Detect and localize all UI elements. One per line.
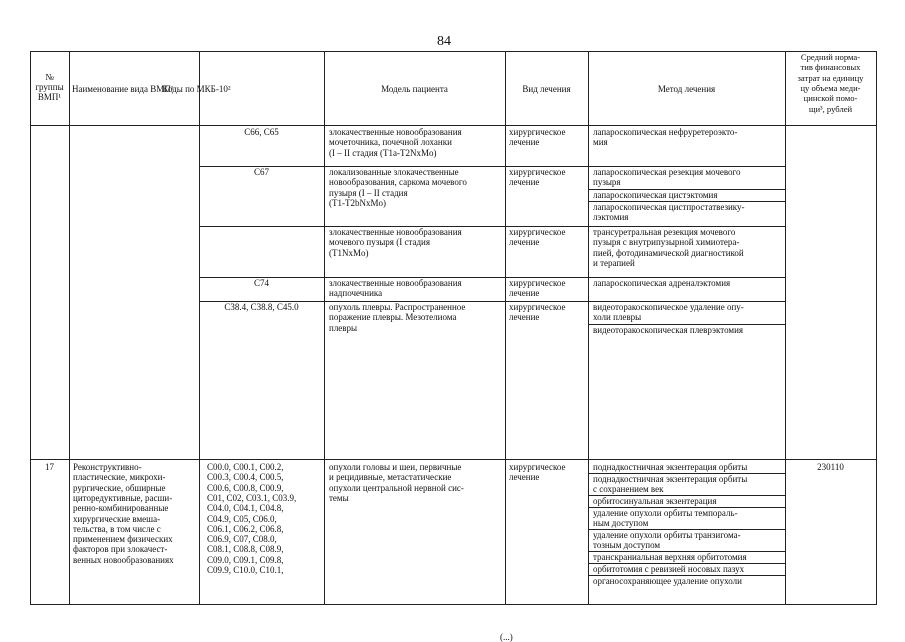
header-icd-codes: Коды по МКБ-10² <box>162 84 231 94</box>
header-avg-cost: затрат на единицу <box>797 72 864 83</box>
treatment-type-cell: лечение <box>509 312 540 323</box>
icd-code-cell: C08.1, C08.8, C08.9, <box>207 544 284 555</box>
method-cell: поднадкостничная экзентерация орбиты <box>593 462 748 472</box>
method-cell: пузыря с внутрипузырной химиотера- <box>593 237 740 248</box>
patient-model-cell: опухоли центральной нервной сис- <box>329 482 464 493</box>
vmp-name-cell: хирургические вмеша- <box>73 513 161 524</box>
treatment-type-cell: хирургическое <box>509 227 566 237</box>
method-cell: трансуретральная резекция мочевого <box>593 227 736 237</box>
patient-model-cell: злокачественные новообразования <box>329 227 462 237</box>
icd-code-cell: C00.6, C00.8, C00.9, <box>207 482 284 493</box>
patient-model-cell: опухоль плевры. Распространенное <box>329 302 466 312</box>
method-cell: удаление опухоли орбиты транзигома- <box>593 529 741 540</box>
table-top-border <box>30 51 877 52</box>
header-group-no: группы <box>35 82 64 92</box>
patient-model-cell: поражение плевры. Мезотелиома <box>329 312 457 323</box>
patient-model-cell: пузыря (I – II стадия <box>329 187 408 198</box>
column-border <box>324 51 325 605</box>
vmp-name-cell: Реконструктивно- <box>73 462 142 472</box>
vmp-name-cell: венных новообразованиях <box>73 554 174 565</box>
column-border <box>30 51 31 605</box>
icd-code-cell: C66, C65 <box>244 127 279 137</box>
icd-code-cell: C01, C02, C03.1, C03.9, <box>207 492 297 503</box>
method-cell: мия <box>593 137 608 148</box>
table-bottom-border <box>30 604 877 605</box>
patient-model-cell: (T1-T2bNxMo) <box>329 197 386 208</box>
patient-model-cell: злокачественные новообразования <box>329 278 462 288</box>
header-group-no: № <box>45 72 54 82</box>
patient-model-cell: новообразования, саркома мочевого <box>329 177 467 188</box>
vmp-name-cell: рургические, обширные <box>73 482 166 493</box>
vmp-name-cell: факторов при злокачест- <box>73 544 168 555</box>
method-cell: орбитотомия с ревизией носовых пазух <box>593 563 745 574</box>
icd-code-cell: C38.4, C38.8, C45.0 <box>224 302 299 312</box>
header-treatment-type: Вид лечения <box>522 84 571 94</box>
header-avg-cost: тив финансовых <box>800 62 861 73</box>
patient-model-cell: мочевого пузыря (I стадия <box>329 237 431 248</box>
header-vmp-name: Наименование вида ВМП¹ <box>72 84 174 94</box>
vmp-name-cell: ренно-комбинированные <box>73 503 169 514</box>
treatment-type-cell: хирургическое <box>509 167 566 177</box>
vmp-name-cell: применением физических <box>73 534 173 545</box>
header-avg-cost: Средний норма- <box>800 52 861 62</box>
method-cell: органосохраняющее удаление опухоли <box>593 575 742 586</box>
header-patient-model: Модель пациента <box>381 84 448 94</box>
vmp-name-cell: пластические, микрохи- <box>73 472 166 483</box>
column-border <box>588 51 589 605</box>
header-group-no: ВМП¹ <box>37 92 62 102</box>
method-cell: лэктомия <box>593 212 629 223</box>
treatment-type-cell: лечение <box>509 137 540 148</box>
method-cell: удаление опухоли орбиты темпораль- <box>593 507 738 518</box>
method-cell: пузыря <box>593 177 621 188</box>
treatment-type-cell: лечение <box>509 177 540 188</box>
header-treatment-method: Метод лечения <box>657 84 716 94</box>
icd-code-cell: C00.0, C00.1, C00.2, <box>207 462 284 472</box>
vmp-name-cell: тельства, в том числе с <box>73 523 161 534</box>
method-cell: лапароскопическая резекция мочевого <box>593 167 741 177</box>
footer-stub: (...) <box>500 632 513 642</box>
icd-code-cell: C67 <box>253 167 269 177</box>
treatment-type-cell: лечение <box>509 288 540 299</box>
method-cell: пией, фотодинамической диагностикой <box>593 247 744 258</box>
method-cell: тозным доступом <box>593 540 661 551</box>
method-cell: орбитосинуальная экзентерация <box>593 495 717 506</box>
column-border <box>876 51 877 605</box>
treatment-type-cell: хирургическое <box>509 127 566 137</box>
header-bottom-border <box>30 125 877 126</box>
method-cell: видеоторакоскопическая плеврэктомия <box>593 324 744 335</box>
method-cell: и терапией <box>593 257 635 268</box>
column-border <box>505 51 506 605</box>
method-cell: видеоторакоскопическое удаление опу- <box>593 302 744 312</box>
column-border <box>69 51 70 605</box>
icd-code-cell: C04.9, C05, C06.0, <box>207 513 277 524</box>
patient-model-cell: злокачественные новообразования <box>329 127 462 137</box>
method-cell: лапароскопическая адреналэктомия <box>593 278 731 288</box>
vmp-name-cell: циторедуктивные, расши- <box>73 492 173 503</box>
header-avg-cost: цу объема меди- <box>800 82 861 93</box>
method-cell: с сохранением век <box>593 484 664 495</box>
patient-model-cell: мочеточника, почечной лоханки <box>329 137 452 148</box>
patient-model-cell: (I – II стадия (T1a-T2NxMo) <box>329 147 437 158</box>
icd-code-cell: C00.3, C00.4, C00.5, <box>207 472 284 483</box>
treatment-type-cell: лечение <box>509 237 540 248</box>
patient-model-cell: опухоли головы и шеи, первичные <box>329 462 462 472</box>
patient-model-cell: (T1NxMo) <box>329 247 369 258</box>
column-border <box>785 51 786 605</box>
header-avg-cost: щи³, рублей <box>808 103 853 114</box>
icd-code-cell: C06.9, C07, C08.0, <box>207 534 277 545</box>
group-number-cell: 17 <box>45 462 54 472</box>
method-cell: лапароскопическая нефруретероэкто- <box>593 127 738 137</box>
treatment-type-cell: хирургическое <box>509 302 566 312</box>
method-cell: лапароскопическая цистэктомия <box>593 189 718 200</box>
patient-model-cell: локализованные злокачественные <box>329 167 459 177</box>
method-cell: ным доступом <box>593 518 649 528</box>
treatment-type-cell: хирургическое <box>509 278 566 288</box>
treatment-type-cell: лечение <box>509 472 540 483</box>
row-17-top-border <box>30 459 877 460</box>
patient-model-cell: темы <box>329 492 349 503</box>
avg-cost-cell: 230110 <box>817 462 844 472</box>
method-cell: транскраниальная верхняя орбитотомия <box>593 551 747 562</box>
header-avg-cost: цинской помо- <box>803 93 858 104</box>
patient-model-cell: и рецидивные, метастатические <box>329 472 452 483</box>
icd-code-cell: C74 <box>253 278 269 288</box>
method-cell: поднадкостничная экзентерация орбиты <box>593 473 748 484</box>
icd-code-cell: C06.1, C06.2, C06.8, <box>207 523 284 534</box>
method-cell: лапароскопическая цистпростатвезику- <box>593 201 745 212</box>
icd-code-cell: C09.0, C09.1, C09.8, <box>207 554 284 565</box>
patient-model-cell: надпочечника <box>329 288 383 299</box>
page-number: 84 <box>437 34 451 49</box>
icd-code-cell: C04.0, C04.1, C04.8, <box>207 503 284 514</box>
icd-code-cell: C09.9, C10.0, C10.1, <box>207 565 284 575</box>
method-cell: холи плевры <box>593 312 642 323</box>
treatment-type-cell: хирургическое <box>509 462 566 472</box>
patient-model-cell: плевры <box>329 322 358 333</box>
